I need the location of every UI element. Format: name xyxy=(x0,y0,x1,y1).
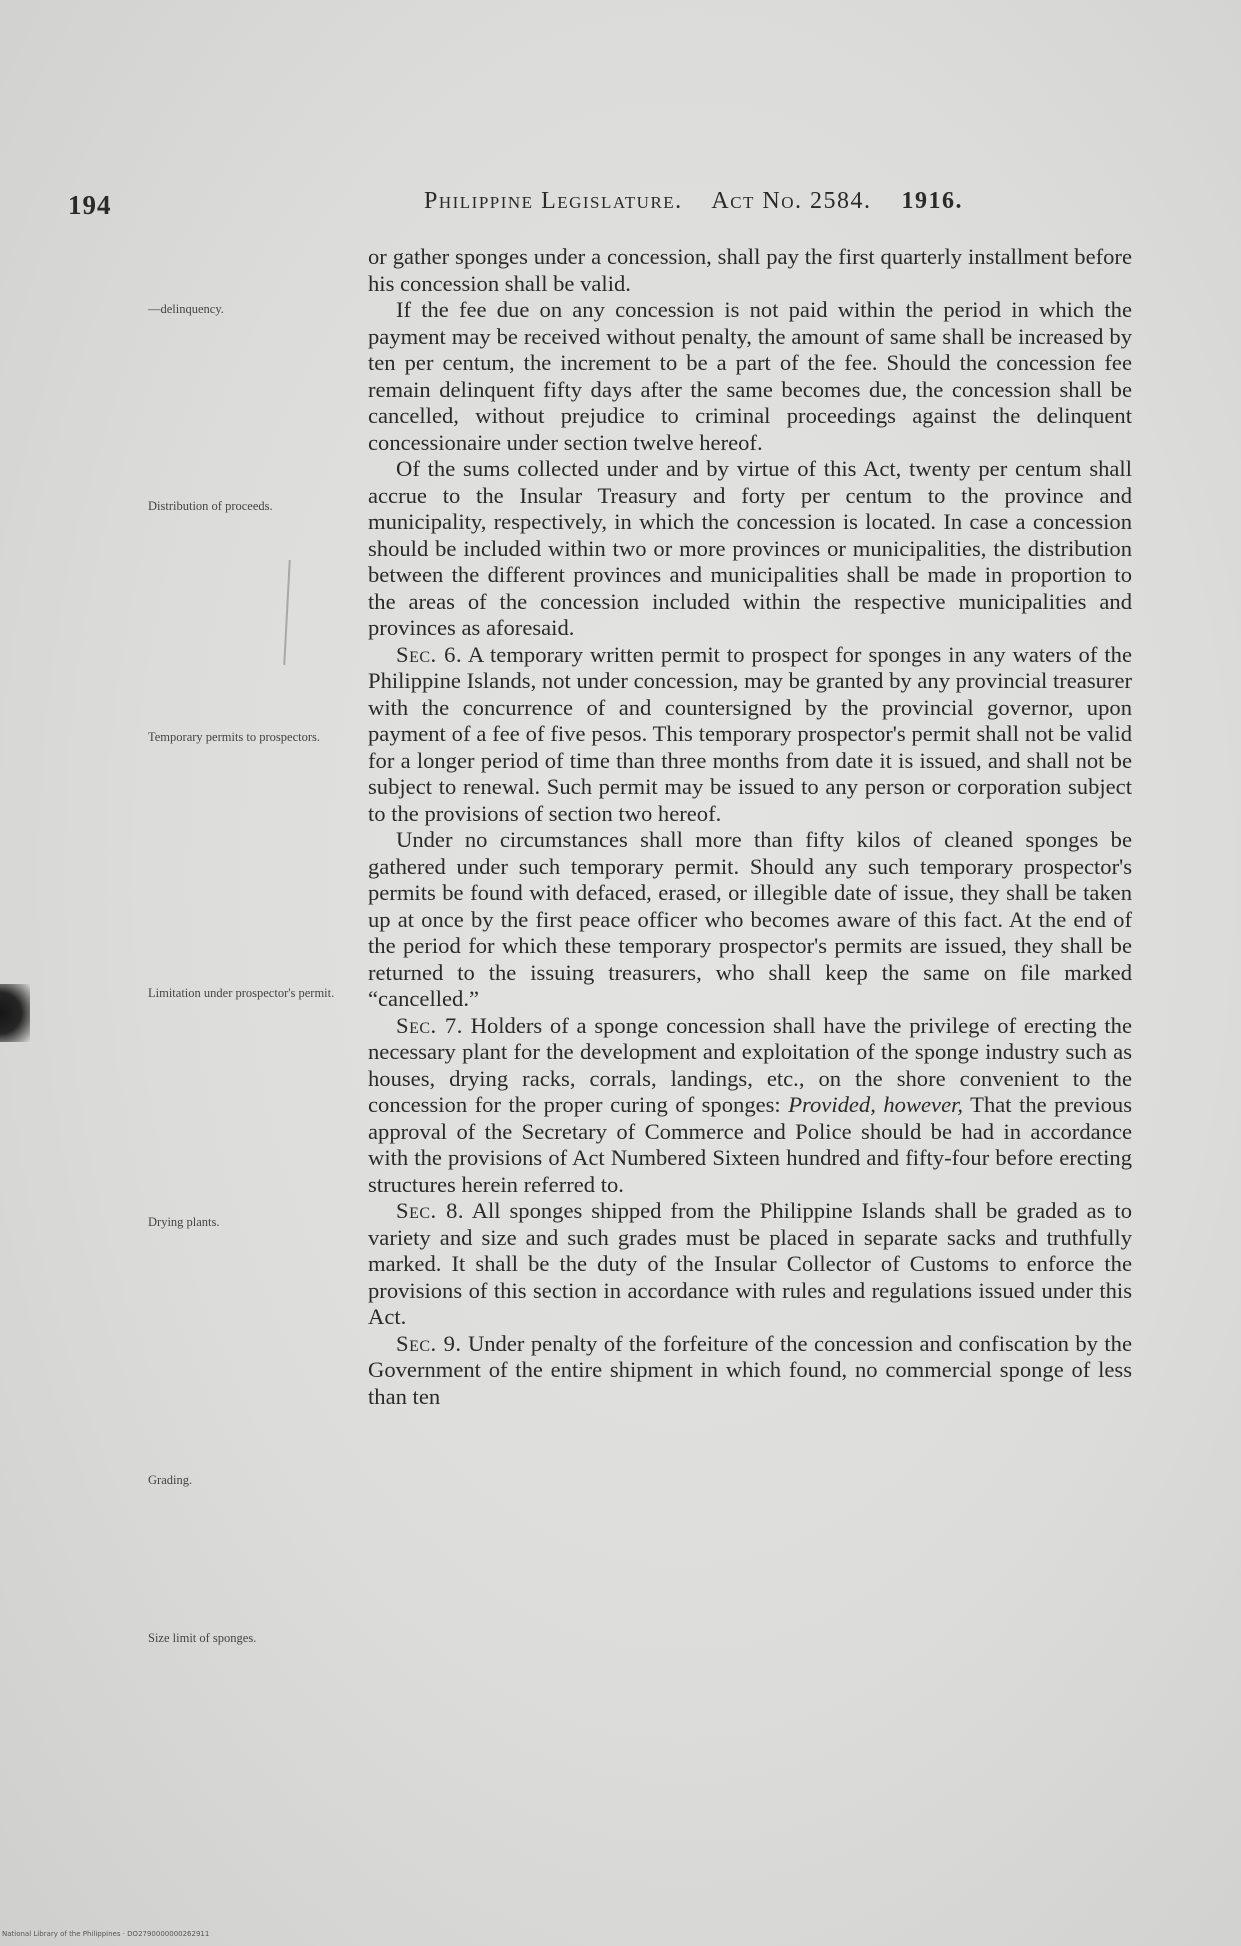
paragraph-continuation: or gather sponges under a concession, shall pay the first quarterly installment before his concession shall be valid. xyxy=(368,244,1132,296)
body-text xyxy=(368,244,1132,1410)
binding-shadow xyxy=(0,984,30,1042)
paragraph-distribution: Of the sums collected under and by virtue of this Act, twenty per centum shall accrue to the Insular Treasury and forty per centum to the province and municipality, respectively, in which the concession is located. In case a concession should be included within two or more provinces or municipalities, the distribution between the different provinces and municipalities shall be made in proportion to the areas of the concession included within the respective municipalities and provinces as aforesaid. xyxy=(368,456,1132,640)
section-text: Holders of a sponge concession shall have the privilege of erecting the necessary plant for the development and exploitation of the sponge industry such as houses, drying racks, corrals, landings, etc., on the shore convenient to the concession for the proper curing of sponges: xyxy=(368,1012,1132,1117)
section-label: Sec. 8. xyxy=(396,1198,465,1223)
section-text: All sponges shipped from the Philippine Islands shall be graded as to variety and size and such grades must be placed in separate sacks and truthfully marked. It shall be the duty of the Insular Collector of Customs to enforce the provisions of this section in accordance with rules and regulations issued under this Act. xyxy=(368,1198,1132,1329)
paragraph-section-8 xyxy=(368,1198,1132,1331)
section-text: A temporary written permit to prospect for sponges in any waters of the Philippine Islands, not under concession, may be granted by any provincial treasurer with the concurrence of and countersigned by the provincial governor, upon payment of a fee of five pesos. This temporary prospector's permit shall not be valid for a longer period of time than three months from date it is issued, and shall not be subject to renewal. Such permit may be issued to any person or corporation subject to the provisions of section two hereof. xyxy=(368,641,1132,826)
section-label: Sec. 7. xyxy=(396,1012,463,1038)
margin-bracket-mark xyxy=(283,560,290,665)
paragraph-limitation: Under no circumstances shall more than fifty kilos of cleaned sponges be gathered under such temporary permit. Should any such temporary prospector's permits be found with defaced, erased, or illegible date of issue, they shall be taken up at once by the first peace officer who becomes aware of this fact. At the end of the period for which these temporary prospector's permits are issued, they shall be returned to the issuing treasurers, who shall keep the same on file marked “cancelled.” xyxy=(368,827,1132,1011)
section-label: Sec. 9. xyxy=(396,1330,462,1356)
margin-note-delinquency: —delinquency. xyxy=(148,302,224,316)
page-number: 194 xyxy=(68,190,112,220)
margin-note-limitation: Limitation under prospector's permit. xyxy=(148,986,335,1000)
section-label: Sec. 6. xyxy=(396,641,463,667)
margin-note-size-limit: Size limit of sponges. xyxy=(148,1631,257,1645)
act-label: Act No. 2584. xyxy=(711,188,872,214)
library-credit: National Library of the Philippines · DO2790000000262911 xyxy=(2,1930,210,1938)
margin-note-grading: Grading. xyxy=(148,1473,193,1487)
section-text-cont: That the previous approval of the Secretary of Commerce and Police should be had in accordance with the provisions of Act Numbered Sixteen hundred and fifty-four before erecting structures herein referred to. xyxy=(368,1092,1132,1197)
paragraph-section-9 xyxy=(368,1331,1132,1411)
margin-note-drying-plants: Drying plants. xyxy=(148,1215,220,1229)
paragraph-section-6 xyxy=(368,642,1132,828)
running-head xyxy=(424,188,1074,215)
margin-note-distribution: Distribution of proceeds. xyxy=(148,499,273,513)
paragraph-delinquency: If the fee due on any concession is not paid within the period in which the payment may be received without penalty, the amount of same shall be increased by ten per centum, the increment to be a part of the fee. Should the concession fee remain delinquent fifty days after the same becomes due, the concession shall be cancelled, without prejudice to criminal proceedings against the delinquent concessionaire under section twelve hereof. xyxy=(368,297,1132,455)
paragraph-section-7 xyxy=(368,1013,1132,1199)
proviso-italic: Provided, however, xyxy=(788,1092,964,1117)
section-text: Under penalty of the forfeiture of the concession and confiscation by the Government of the entire shipment in which found, no commercial sponge of less than ten xyxy=(368,1330,1132,1409)
margin-note-temporary-permits: Temporary permits to prospectors. xyxy=(148,730,320,744)
running-title: Philippine Legislature. xyxy=(424,188,683,214)
year: 1916. xyxy=(901,188,964,214)
